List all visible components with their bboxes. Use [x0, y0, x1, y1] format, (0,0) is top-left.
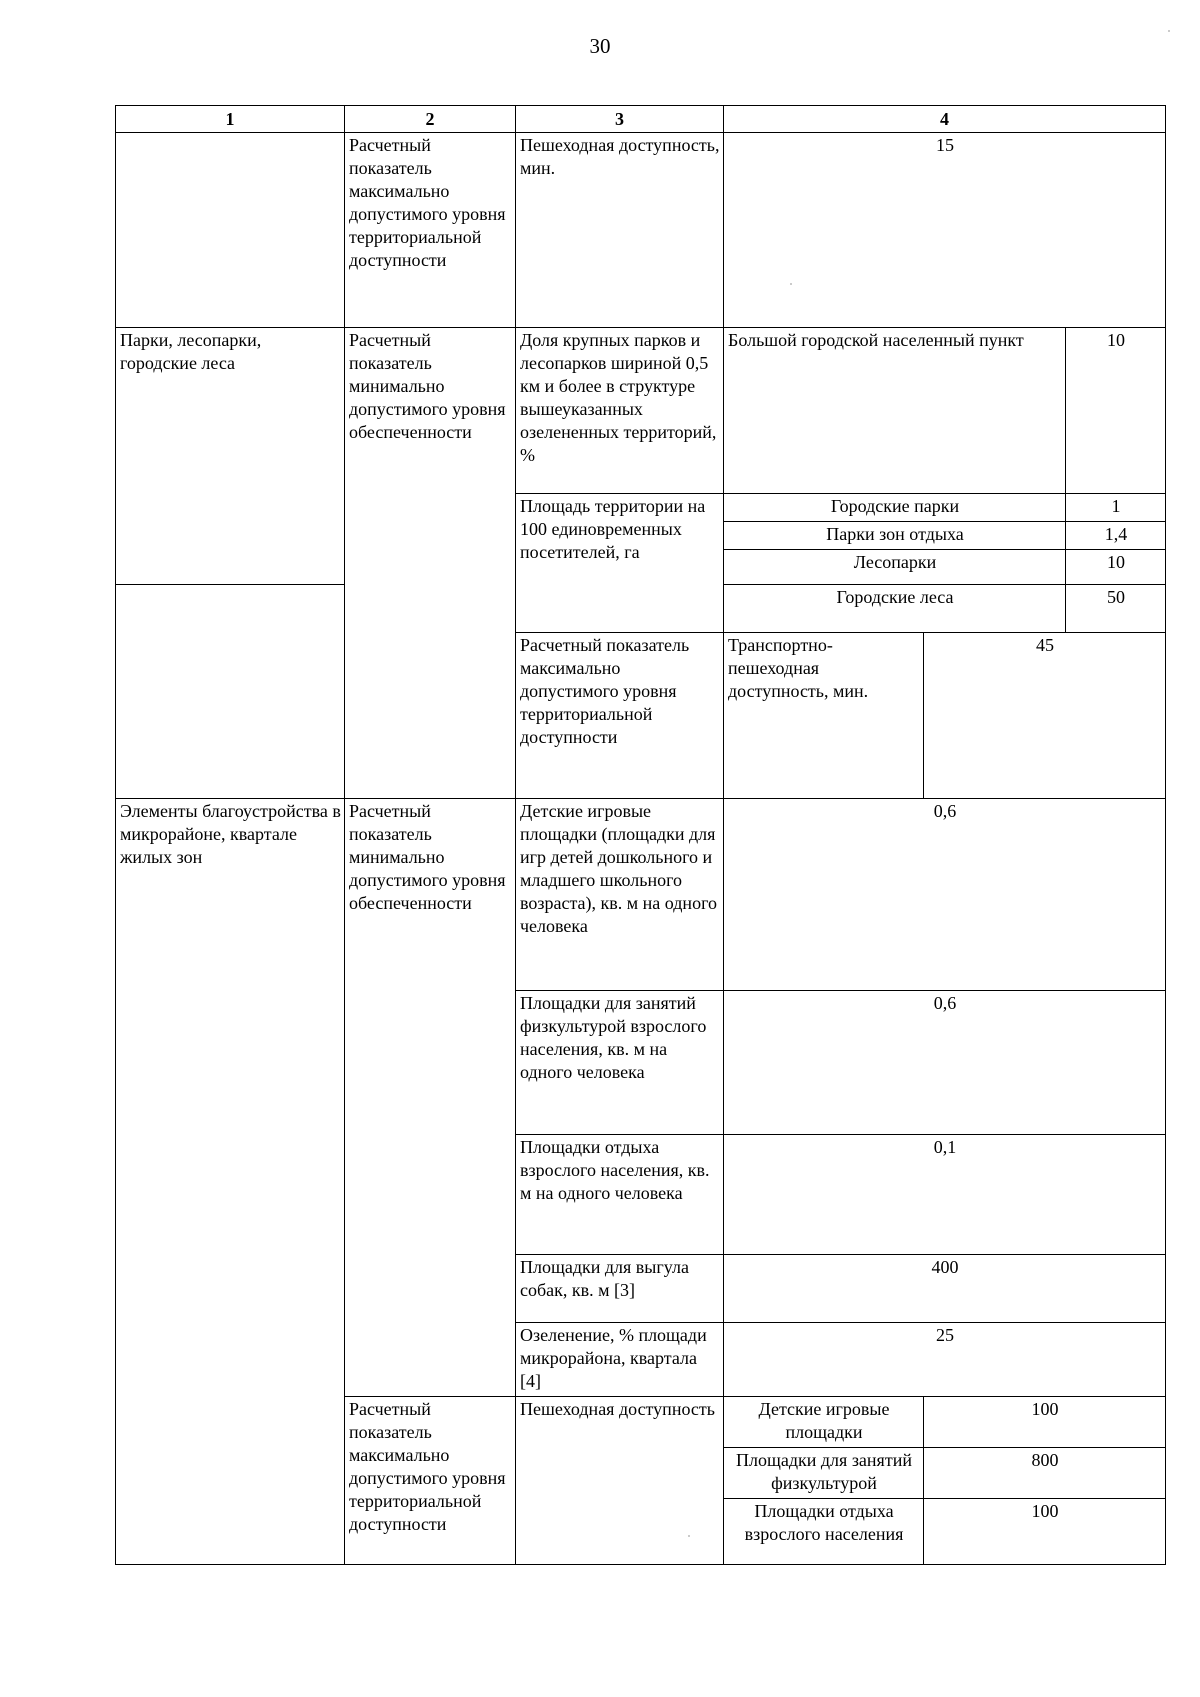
object-cell-parks: Парки, лесопарки, городские леса	[116, 328, 345, 585]
label-cell: Большой городской населенный пункт	[724, 328, 1066, 494]
empty-cell	[116, 585, 345, 799]
value-cell: 0,6	[724, 799, 1166, 991]
table-row	[116, 799, 1166, 991]
header-col-1: 1	[116, 106, 345, 133]
value-cell: 100	[924, 1499, 1166, 1565]
header-row	[116, 106, 1166, 133]
value-cell: 1	[1066, 494, 1166, 522]
value-cell: 45	[924, 633, 1166, 799]
param-cell: Доля крупных парков и лесопарков шириной 0,5 км и более в структуре вышеуказанных озелененных территорий, %	[516, 328, 724, 494]
table-row	[116, 133, 1166, 328]
param-cell: Площадки для выгула собак, кв. м [3]	[516, 1255, 724, 1323]
indicator-cell: Расчетный показатель максимально допустимого уровня территориальной доступности	[345, 133, 516, 328]
object-cell-elements: Элементы благоустройства в микрорайоне, квартале жилых зон	[116, 799, 345, 1565]
value-cell: 0,6	[724, 991, 1166, 1135]
label-cell: Городские леса	[724, 585, 1066, 633]
scan-speck	[688, 1535, 690, 1537]
table-row	[116, 328, 1166, 494]
scan-speck	[790, 283, 792, 285]
value-cell: 100	[924, 1397, 1166, 1448]
value-cell: 400	[724, 1255, 1166, 1323]
label-cell: Городские парки	[724, 494, 1066, 522]
label-cell: Детские игровые площадки	[724, 1397, 924, 1448]
standards-table	[115, 105, 1166, 1565]
scan-speck	[1168, 30, 1170, 32]
label-cell: Площадки отдыха взрослого населения	[724, 1499, 924, 1565]
table-row	[116, 585, 1166, 633]
label-cell: Парки зон отдыха	[724, 522, 1066, 550]
empty-cell	[516, 585, 724, 633]
header-col-4: 4	[724, 106, 1166, 133]
param-cell: Пешеходная доступность, мин.	[516, 133, 724, 328]
value-cell: 10	[1066, 328, 1166, 494]
indicator-cell: Расчетный показатель минимально допустимого уровня обеспеченности	[345, 328, 516, 799]
label-cell: Площадки для занятий физкультурой	[724, 1448, 924, 1499]
value-cell: 25	[724, 1323, 1166, 1397]
indicator-cell: Расчетный показатель максимально допустимого уровня территориальной доступности	[516, 633, 724, 799]
indicator-cell: Расчетный показатель максимально допустимого уровня территориальной доступности	[345, 1397, 516, 1565]
page-number: 30	[589, 34, 611, 58]
param-cell: Детские игровые площадки (площадки для игр детей дошкольного и младшего школьного возраста), кв. м на одного человека	[516, 799, 724, 991]
header-col-3: 3	[516, 106, 724, 133]
param-cell: Пешеходная доступность	[516, 1397, 724, 1565]
empty-cell	[116, 133, 345, 328]
label-cell: Лесопарки	[724, 550, 1066, 585]
param-cell: Площадки для занятий физкультурой взрослого населения, кв. м на одного человека	[516, 991, 724, 1135]
param-cell: Площадь территории на 100 единовременных посетителей, га	[516, 494, 724, 585]
value-cell: 50	[1066, 585, 1166, 633]
value-cell: 0,1	[724, 1135, 1166, 1255]
param-cell: Озеленение, % площади микрорайона, квартала [4]	[516, 1323, 724, 1397]
value-cell: 10	[1066, 550, 1166, 585]
value-cell: 800	[924, 1448, 1166, 1499]
param-cell: Транспортно-пешеходная доступность, мин.	[724, 633, 924, 799]
header-col-2: 2	[345, 106, 516, 133]
value-cell: 1,4	[1066, 522, 1166, 550]
param-cell: Площадки отдыха взрослого населения, кв. м на одного человека	[516, 1135, 724, 1255]
value-cell: 15	[724, 133, 1166, 328]
indicator-cell: Расчетный показатель минимально допустимого уровня обеспеченности	[345, 799, 516, 1397]
